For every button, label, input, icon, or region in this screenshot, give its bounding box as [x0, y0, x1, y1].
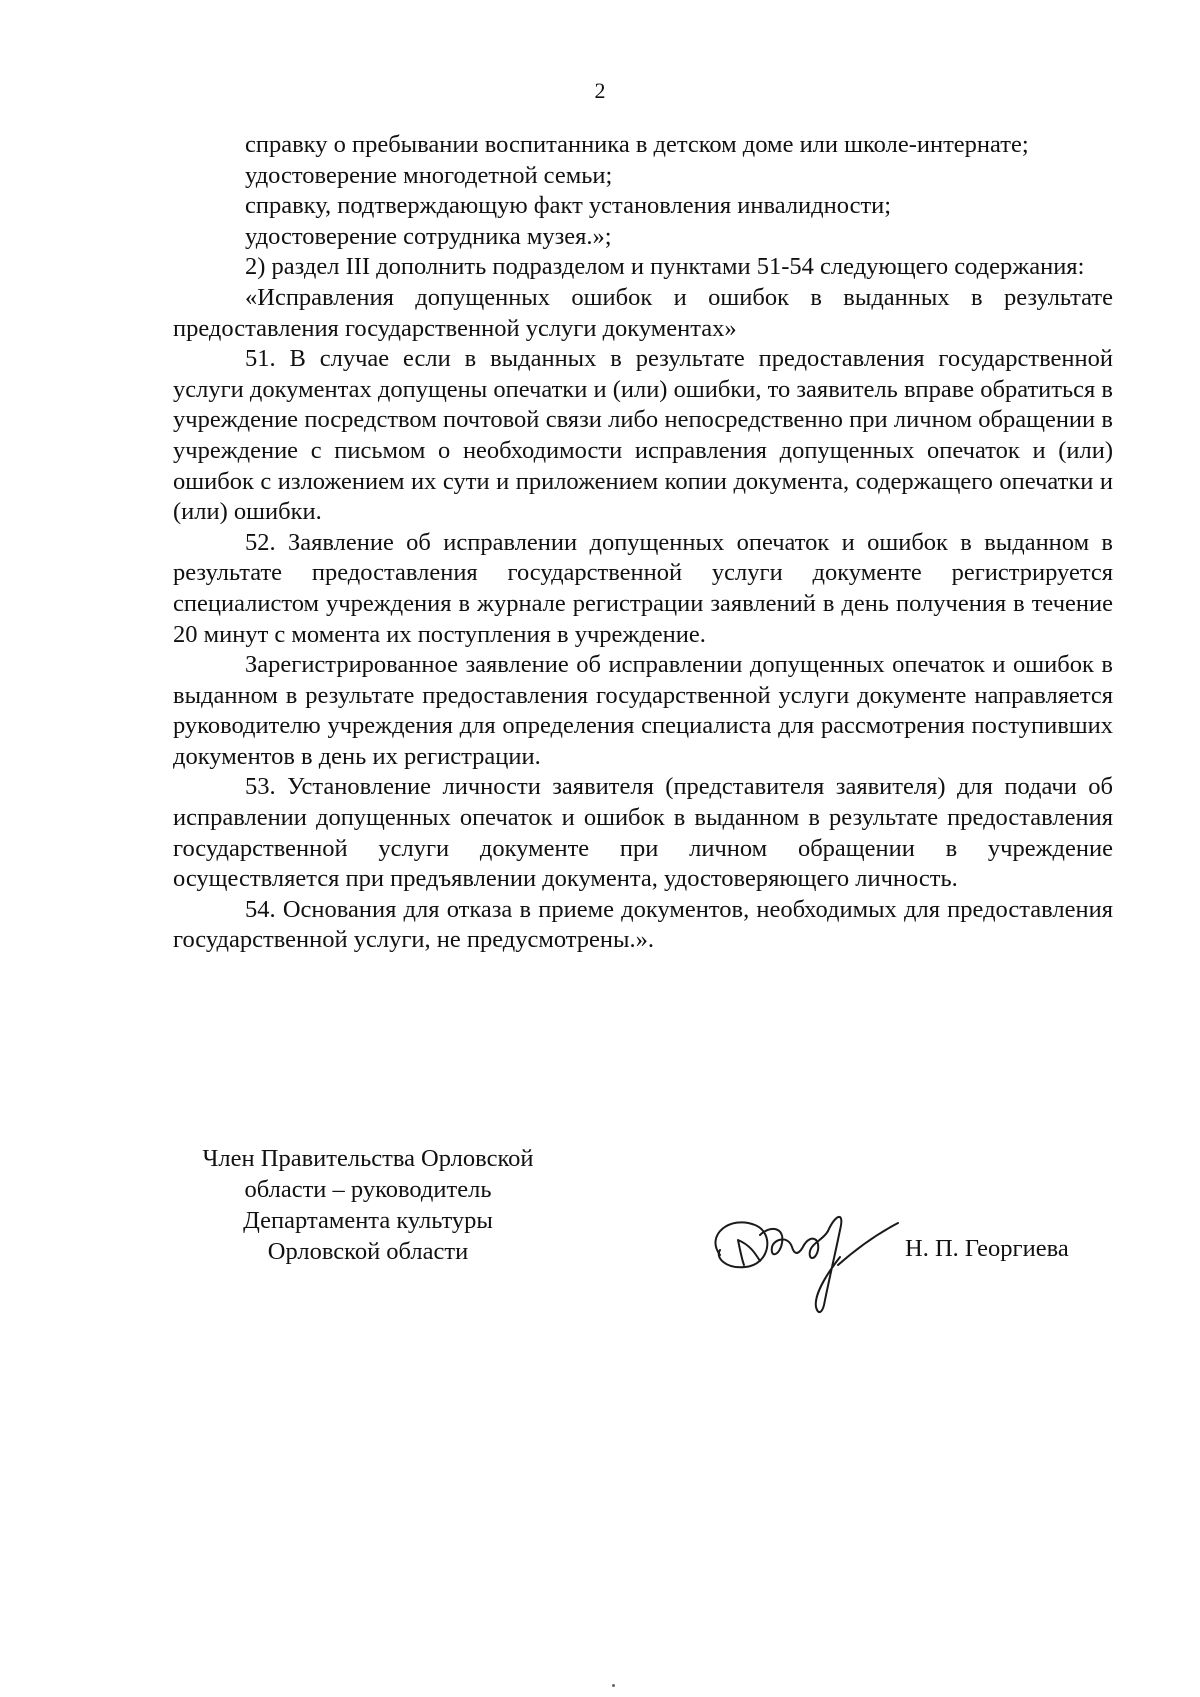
paragraph-item-52-continued: Зарегистрированное заявление об исправлении допущенных опечаток и ошибок в выданном в результате предоставления государственной услуги документе направляется руководителю учреждения для определения специалиста для рассмотрения поступивших документов в день их регистрации.	[173, 651, 1113, 770]
document-body	[173, 130, 1113, 956]
paragraph-item-51: 51. В случае если в выданных в результате предоставления государственной услуги документах допущены опечатки и (или) ошибки, то заявитель вправе обратиться в учреждение посредством почтовой связи либо непосредственно при личном обращении в учреждение с письмом о необходимости исправления допущенных опечаток и (или) ошибок с изложением их сути и приложением копии документа, содержащего опечатки и (или) ошибки.	[173, 345, 1113, 526]
page-mark	[612, 1684, 615, 1687]
paragraph-amendment-intro: 2) раздел III дополнить подразделом и пунктами 51-54 следующего содержания:	[245, 253, 1085, 281]
signatory-title-line: области – руководитель	[244, 1176, 492, 1203]
signatory-title-line: Член Правительства Орловской	[202, 1145, 534, 1172]
paragraph-list-item-2: удостоверение многодетной семьи;	[245, 161, 613, 189]
paragraph-list-item-1: справку о пребывании воспитанника в детском доме или школе-интернате;	[245, 131, 1029, 158]
paragraph-list-item-4: удостоверение сотрудника музея.»;	[245, 222, 612, 250]
signatory-title-line: Департамента культуры	[243, 1207, 493, 1234]
signatory-name: Н. П. Георгиева	[905, 1235, 1069, 1262]
page-number: 2	[594, 78, 606, 103]
paragraph-item-53: 53. Установление личности заявителя (представителя заявителя) для подачи об исправлении допущенных опечаток и ошибок в выданном в результате предоставления государственной услуги документе при личном обращении в учреждение осуществляется при предъявлении документа, удостоверяющего личность.	[173, 773, 1113, 893]
handwritten-signature-icon	[700, 1195, 900, 1325]
paragraph-item-54: 54. Основания для отказа в приеме документов, необходимых для предоставления государственной услуги, не предусмотрены.».	[173, 895, 1113, 954]
paragraph-list-item-3: справку, подтверждающую факт установления инвалидности;	[245, 192, 892, 220]
signatory-title	[178, 1143, 558, 1267]
signatory-title-line: Орловской области	[267, 1238, 469, 1265]
paragraph-item-52: 52. Заявление об исправлении допущенных опечаток и ошибок в выданном в результате предоставления государственной услуги документе регистрируется специалистом учреждения в журнале регистрации заявлений в день получения в течение 20 минут с момента их поступления в учреждение.	[173, 528, 1113, 648]
paragraph-subsection-title: «Исправления допущенных ошибок и ошибок в выданных в результате предоставления государственной услуги документах»	[173, 283, 1113, 342]
